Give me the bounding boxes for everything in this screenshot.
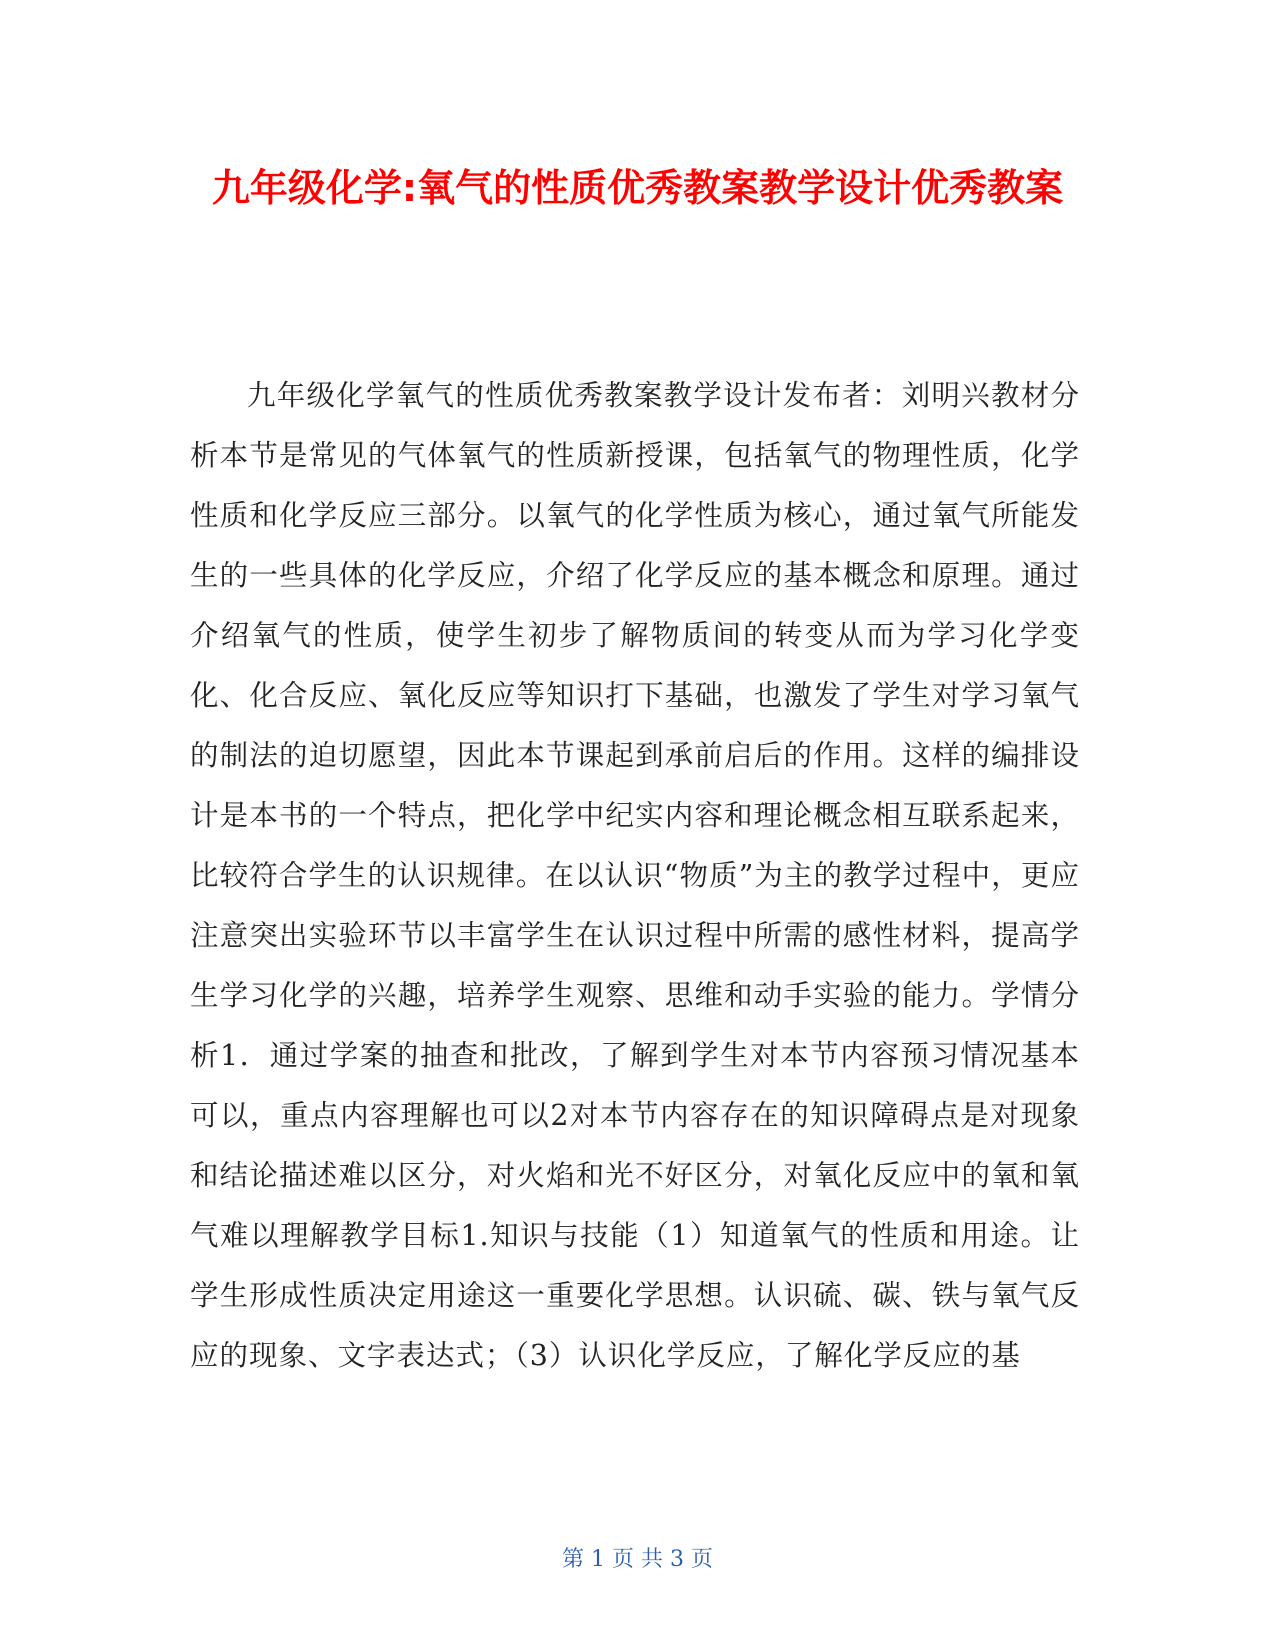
page-number-footer: 第 1 页 共 3 页 [562,1547,713,1572]
document-title: 九年级化学:氧气的性质优秀教案教学设计优秀教案 [211,166,1064,210]
document-body-paragraph: 九年级化学氧气的性质优秀教案教学设计发布者：刘明兴教材分析本节是常见的气体氧气的性质新授课，包括氧气的物理性质，化学性质和化学反应三部分。以氧气的化学性质为核心，通过氧气所能发生的一些具体的化学反应，介绍了化学反应的基本概念和原理。通过介绍氧气的性质，使学生初步了解物质间的转变从而为学习化学变化、化合反应、氧化反应等知识打下基础，也激发了学生对学习氧气的制法的迫切愿望，因此本节课起到承前启后的作用。这样的编排设计是本书的一个特点，把化学中纪实内容和理论概念相互联系起来，比较符合学生的认识规律。在以认识“物质”为主的教学过程中，更应注意突出实验环节以丰富学生在认识过程中所需的感性材料，提高学生学习化学的兴趣，培养学生观察、思维和动手实验的能力。学情分析1．通过学案的抽查和批改，了解到学生对本节内容预习情况基本可以，重点内容理解也可以2对本节内容存在的知识障碍点是对现象和结论描述难以区分，对火焰和光不好区分，对氧化反应中的氧和氧气难以理解教学目标1.知识与技能（1）知道氧气的性质和用途。让学生形成性质决定用途这一重要化学思想。认识硫、碳、铁与氧气反应的现象、文字表达式；（3）认识化学反应，了解化学反应的基 [190,379,1080,1372]
